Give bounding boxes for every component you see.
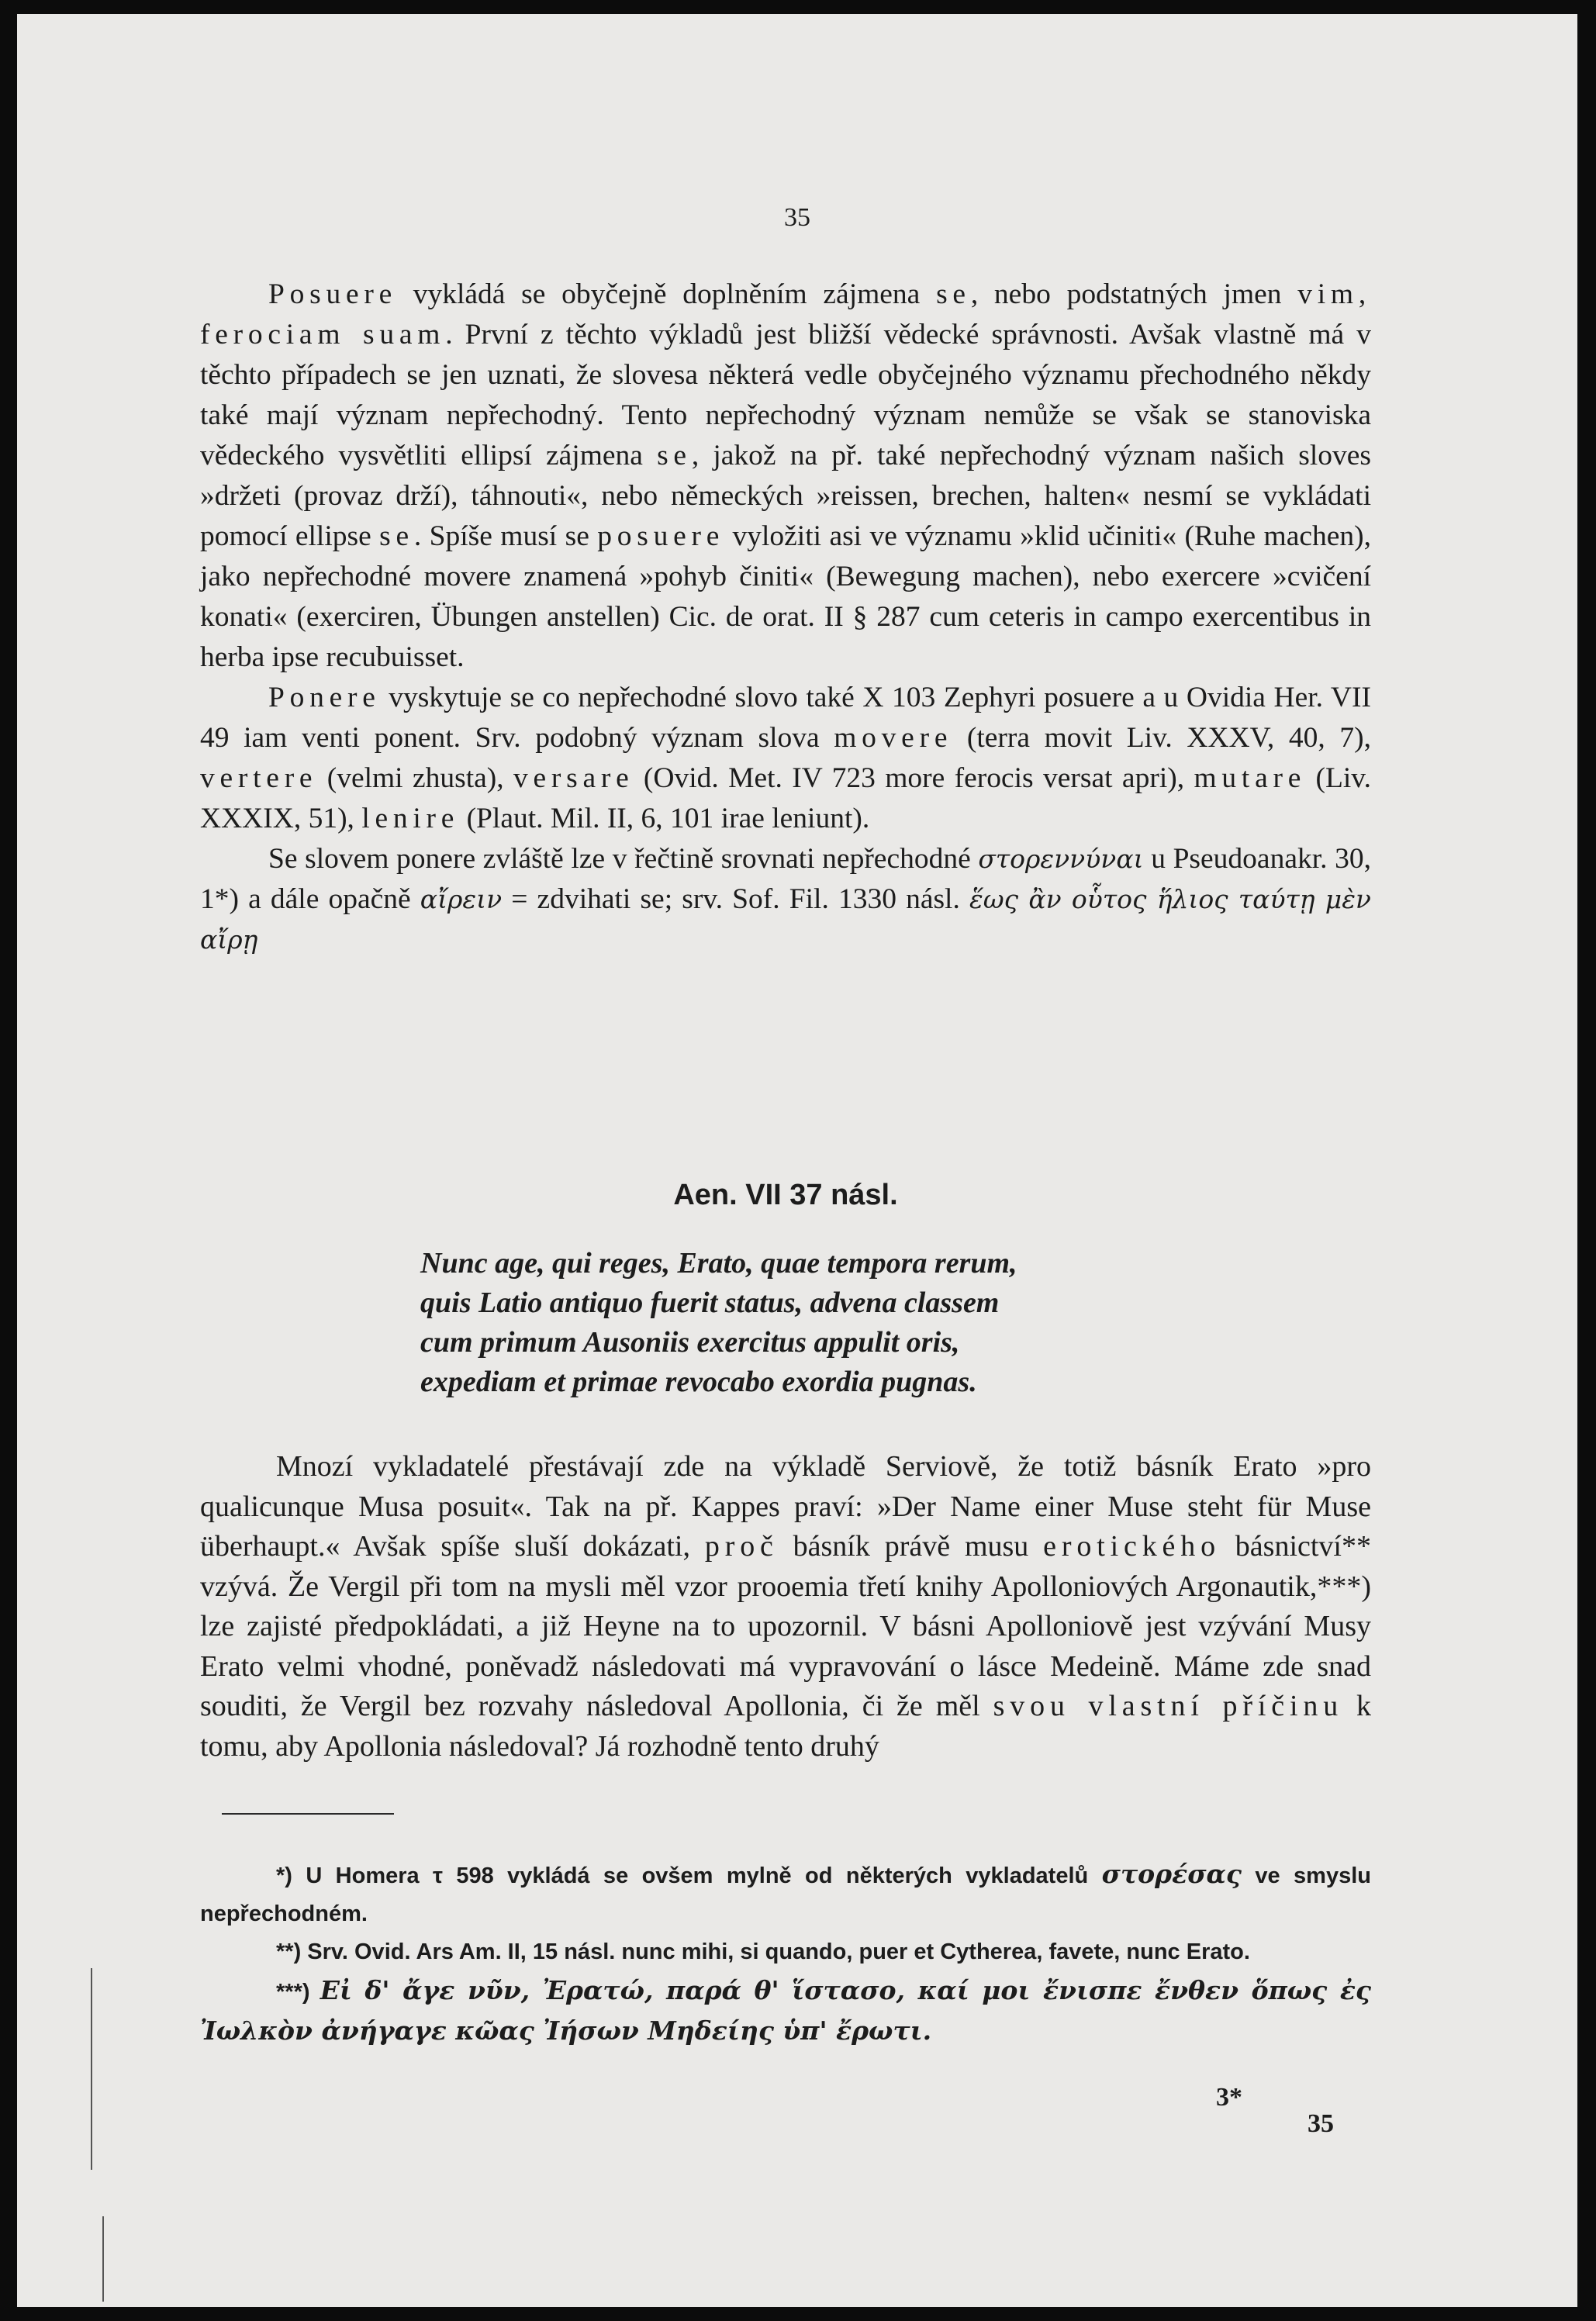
paragraph: [200, 275, 1371, 678]
text-run: (Ovid. Met. IV 723 more ferocis versat apri),: [634, 762, 1194, 794]
text-run: básnictví** vzývá. Že Vergil při tom na mysli měl vzor prooemia třetí knihy Apolloniových Argonautik,***) lze zajisté předpokládati, a již Heyne na to upozornil. V básni Apolloniově jest vzývání Musy Erato velmi vhodné, poněvadž následovati má vypravování o lásce Medeině. Máme zde snad souditi, že Vergil bez rozvahy následoval Apollonia, či že měl: [200, 1530, 1371, 1722]
text-run: u Pseudoanakr. 30, 1*) a dále opačně: [200, 843, 1371, 915]
page: [17, 14, 1577, 2307]
paragraph: [200, 839, 1371, 960]
greek-text: ἕως ἂν οὗτος ἥλιος ταύτῃ μὲν αἴρῃ: [200, 884, 1371, 955]
spaced-emphasis: se: [657, 440, 692, 471]
spaced-emphasis: Posuere: [268, 278, 397, 310]
verse-line: expediam et primae revocabo exordia pugnas.: [420, 1366, 977, 1398]
text-run: k tomu, aby Apollonia následoval? Já rozhodně tento druhý: [200, 1690, 1371, 1763]
footnote: [200, 1855, 1371, 1933]
text-run: ve smyslu nepřechodném.: [200, 1863, 1371, 1926]
text-run: básník právě musu: [778, 1530, 1044, 1563]
printer-signature: 3*: [1216, 2083, 1242, 2112]
spaced-emphasis: Ponere: [268, 682, 381, 713]
greek-text: αἴρειν: [420, 884, 503, 914]
text-run: (Liv. XXXIX, 51),: [200, 762, 1371, 834]
verse-line: cum primum Ausoniis exercitus appulit oris,: [420, 1326, 960, 1359]
text-run: Mnozí vykladatelé přestávají zde na výkladě Serviově, že totiž básník Erato »pro qualicunque Musa posuit«. Tak na př. Kappes praví: »Der Name einer Muse steht für Muse überhaupt.« Avšak spíše sluší dokázati,: [200, 1450, 1371, 1563]
text-run: vyskytuje se co nepřechodné slovo také X 103 Zephyri posuere a u Ovidia Her. VII 49 iam venti ponent. Srv. podobný význam slova: [200, 682, 1371, 754]
spaced-emphasis: se: [379, 520, 414, 552]
margin-scratch: [91, 1968, 92, 2170]
spaced-emphasis: versare: [513, 762, 634, 794]
page-number-top: 35: [784, 203, 810, 232]
text-run: = zdvihati se; srv. Sof. Fil. 1330 násl.: [502, 883, 969, 915]
greek-text: στορέσας: [1101, 1859, 1242, 1889]
footnotes: [200, 1855, 1371, 2052]
spaced-emphasis: vim, ferociam suam: [200, 278, 1371, 351]
spaced-emphasis: se: [936, 278, 971, 310]
spaced-emphasis: erotického: [1043, 1530, 1221, 1563]
greek-text: Εἰ δ' ἄγε νῦν, Ἐρατώ, παρά θ' ἵστασο, καί μοι ἔνισπε ἔνθεν ὅπως ἐς Ἰωλκὸν ἀνήγαγε κῶας Ἰήσων Μηδείης ὑπ' ἔρωτι.: [200, 1975, 1371, 2046]
body-text-upper: [200, 275, 1371, 960]
text-run: Se slovem ponere zvláště lze v řečtině srovnati nepřechodné: [268, 843, 979, 875]
body-text-lower: [200, 1447, 1371, 1767]
text-run: **) Srv. Ovid. Ars Am. II, 15 násl. nunc mihi, si quando, puer et Cytherea, favete, nunc Erato.: [276, 1939, 1250, 1964]
spaced-emphasis: mutare: [1194, 762, 1307, 794]
verse-quotation: [420, 1244, 1273, 1402]
text-run: vykládá se obyčejně doplněním zájmena: [396, 278, 937, 310]
text-run: *) U Homera τ 598 vykládá se ovšem mylně od některých vykladatelů: [276, 1863, 1102, 1888]
spaced-emphasis: movere: [834, 722, 953, 754]
spaced-emphasis: lenire: [361, 803, 460, 834]
footnote-divider: [222, 1813, 394, 1815]
paragraph: [200, 678, 1371, 839]
text-run: vyložiti asi ve významu »klid učiniti« (Ruhe machen), jako nepřechodné movere znamená »pohyb činiti« (Bewegung machen), nebo exercere »cvičení konati« (exerciren, Übungen anstellen) Cic. de orat. II § 287 cum ceteris in campo exercentibus in herba ipse recubuisset.: [200, 520, 1372, 673]
text-run: , nebo podstatných jmen: [970, 278, 1298, 310]
text-run: (Plaut. Mil. II, 6, 101 irae leniunt).: [459, 803, 870, 834]
footnote: [200, 1933, 1371, 1971]
spaced-emphasis: svou vlastní příčinu: [993, 1690, 1344, 1722]
text-run: (terra movit Liv. XXXV, 40, 7),: [952, 722, 1371, 754]
section-heading: Aen. VII 37 násl.: [673, 1179, 898, 1211]
text-run: (velmi zhusta),: [317, 762, 514, 794]
paragraph: [200, 1447, 1371, 1767]
text-run: . První z těchto výkladů jest bližší vědecké správnosti. Avšak vlastně má v těchto případech se jen uznati, že slovesa některá vedle obyčejného významu přechodného někdy také mají význam nepřechodný. Tento nepřechodný význam nemůže se však se stanoviska vědeckého vysvětliti ellipsí zájmena: [200, 319, 1372, 471]
footnote: [200, 1971, 1371, 2052]
text-run: . Spíše musí se: [413, 520, 598, 552]
spaced-emphasis: posuere: [597, 520, 725, 552]
spaced-emphasis: vertere: [200, 762, 318, 794]
verse-line: Nunc age, qui reges, Erato, quae tempora rerum,: [420, 1247, 1017, 1280]
verse-line: quis Latio antiquo fuerit status, advena classem: [420, 1287, 1000, 1319]
page-number-bottom: 35: [1308, 2109, 1334, 2138]
margin-scratch: [102, 2216, 104, 2302]
text-run: , jakož na př. také nepřechodný význam našich sloves »držeti (provaz drží), táhnouti«, nebo německých »reissen, brechen, halten« nesmí se vykládati pomocí ellipse: [200, 440, 1371, 552]
greek-text: στορεννύναι: [978, 844, 1144, 874]
spaced-emphasis: proč: [704, 1530, 779, 1563]
text-run: ***): [276, 1980, 320, 2005]
